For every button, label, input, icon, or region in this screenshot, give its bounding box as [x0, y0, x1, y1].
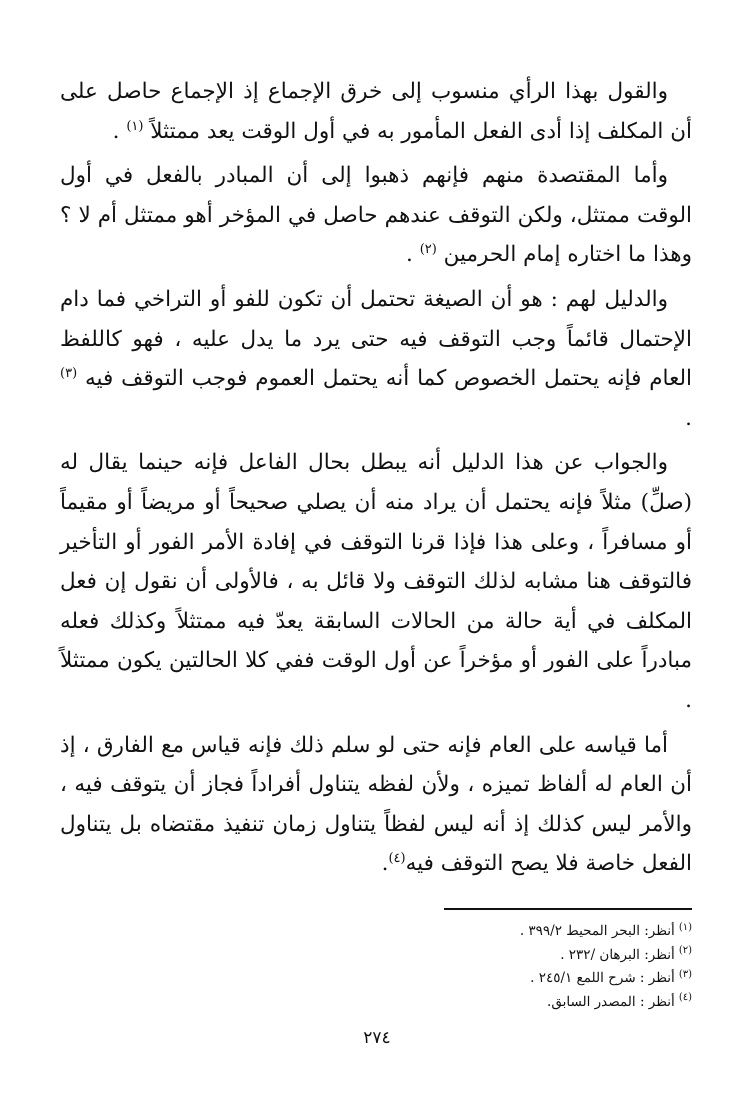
paragraph-2	[60, 156, 692, 275]
footnote-mark-3: (٣)	[60, 366, 78, 381]
footnote-mark-1: (١)	[126, 118, 144, 134]
paragraph-1	[60, 72, 692, 151]
footnote-2	[60, 944, 692, 968]
footnote-text: أنظر : شرح اللمع ٢٤٥/١ .	[530, 970, 675, 986]
footnote-separator	[444, 908, 692, 910]
footnote-3	[60, 967, 692, 991]
paragraph-3-text: والدليل لهم : هو أن الصيغة تحتمل أن تكون للفو أو التراخي فما دام الإحتمال قائماً وجب التوقف فيه حتى يرد ما يدل عليه ، فهو كاللفظ العام فإنه يحتمل الخصوص كما أنه يحتمل العموم فوجب التوقف فيه	[60, 286, 693, 392]
paragraph-1-tail: .	[112, 118, 127, 144]
body-text	[60, 72, 692, 889]
paragraph-5	[60, 726, 692, 884]
footnote-number: (٣)	[678, 968, 692, 980]
footnote-text: أنظر: البحر المحيط ٣٩٩/٢ .	[519, 923, 675, 939]
paragraph-2-tail: .	[406, 242, 420, 268]
footnote-text: أنظر : المصدر السابق.	[547, 993, 675, 1010]
paragraph-4	[60, 443, 692, 720]
footnote-mark-4: (٤)	[388, 851, 406, 867]
paragraph-1-text: والقول بهذا الرأي منسوب إلى خرق الإجماع إذ الإجماع حاصل على أن المكلف إذا أدى الفعل المأمور به في أول الوقت يعد ممتثلاً	[60, 79, 692, 144]
footnote-text: أنظر: البرهان /٢٣٢ .	[560, 946, 675, 963]
paragraph-4-text: والجواب عن هذا الدليل أنه يبطل بحال الفاعل فإنه حينما يقال له (صلِّ) مثلاً فإنه يحتمل أن يراد منه أن يصلي صحيحاً أو مريضاً أو مقيماً أو مسافراً ، وعلى هذا فإذا قرنا التوقف في إفادة الأمر الفور أو التأخير فالتوقف هنا مشابه لذلك التوقف ولا قائل به ، فالأولى أن نقول إن فعل المكلف في أية حالة من الحالات السابقة يعدّ فيه ممتثلاً وكذلك فعله مبادراً على الفور أو مؤخراً عن أول الوقت ففي كلا الحالتين يكون ممتثلاً .	[60, 450, 692, 713]
footnote-number: (٢)	[678, 945, 692, 956]
paragraph-5-tail: .	[381, 851, 389, 877]
footnote-number: (١)	[678, 921, 692, 933]
paragraph-2-text: وأما المقتصدة منهم فإنهم ذهبوا إلى أن المبادر بالفعل في أول الوقت ممتثل، ولكن التوقف عندهم حاصل في المؤخر أهو ممتثل أم لا ؟ وهذا ما اختاره إمام الحرمين	[60, 163, 692, 268]
paragraph-5-text: أما قياسه على العام فإنه حتى لو سلم ذلك فإنه قياس مع الفارق ، إذ أن العام له ألفاظ تميزه ، ولأن لفظه يتناول أفراداً فجاز أن يتوقف فيه ، والأمر ليس كذلك إذ أنه ليس لفظاً يتناول زمان تنفيذ مقتضاه بل يتناول الفعل خاصة فلا يصح التوقف فيه	[60, 732, 692, 877]
footnote-number: (٤)	[678, 992, 692, 1003]
footnote-1	[60, 920, 692, 944]
paragraph-3-tail: .	[685, 405, 692, 431]
footnotes	[60, 920, 692, 1014]
page-number: ٢٧٤	[363, 1028, 391, 1048]
paragraph-3	[60, 280, 692, 438]
footnote-4	[60, 991, 692, 1015]
footnote-mark-2: (٢)	[419, 242, 437, 258]
